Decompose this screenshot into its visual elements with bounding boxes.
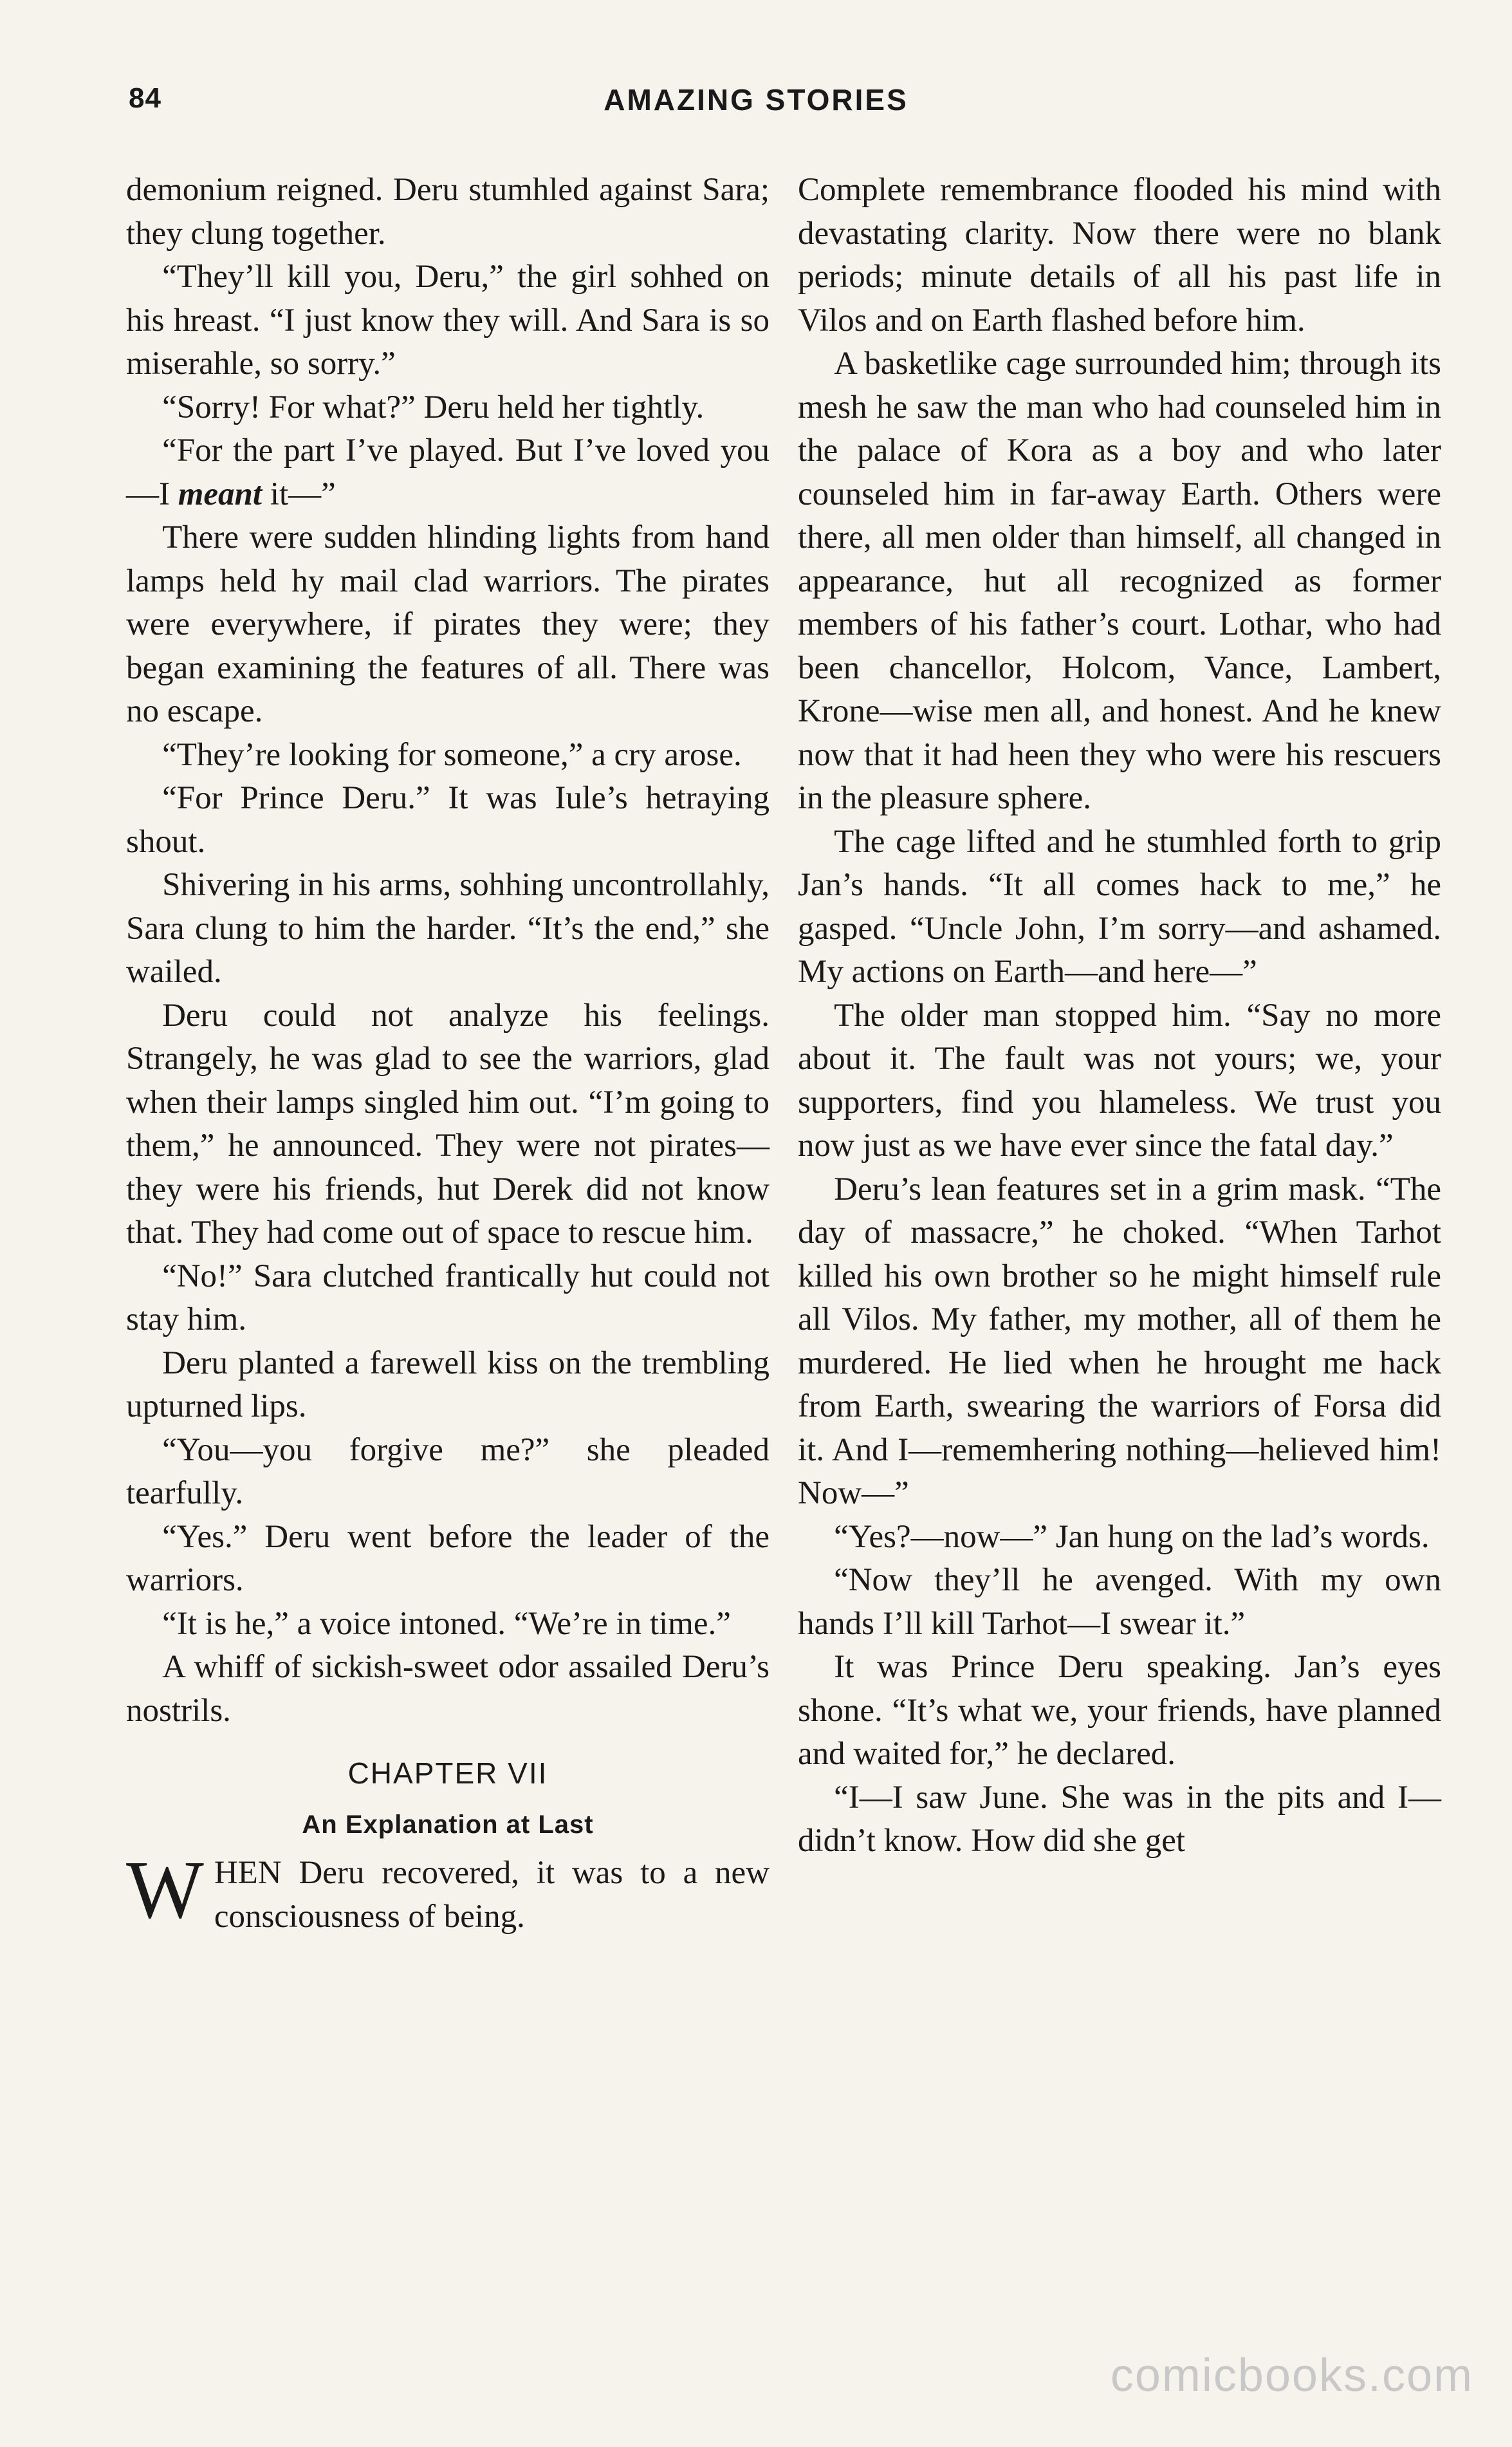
paragraph: “It is he,” a voice intoned. “We’re in time.”: [162, 1605, 731, 1642]
paragraph-text: it—”: [270, 476, 336, 512]
paragraph: Deru’s lean features set in a grim mask. “The day of massacre,” he choked. “When Tarhot killed his own brother so he might himself rule all Vilos. My father, my mother, all of them he murdered. He lied when he hrought me hack from Earth, swearing the warriors of Forsa did it. And I—rememhering nothing—helieved him! Now—”: [798, 1171, 1441, 1511]
paragraph: “No!” Sara clutched frantically hut could not stay him.: [126, 1258, 770, 1337]
paragraph: Shivering in his arms, sohhing uncontrollahly, Sara clung to him the harder. “It’s the end,” she wailed.: [126, 867, 770, 990]
paragraph: A whiff of sickish-sweet odor assailed Deru’s nostrils.: [126, 1649, 770, 1729]
paragraph-text: “For the part I’ve played. But I’ve loved you—I: [126, 433, 770, 512]
paragraph: “Sorry! For what?” Deru held her tightly.: [162, 389, 705, 425]
paragraph: There were sudden hlinding lights from hand lamps held hy mail clad warriors. The pirates were everywhere, if pirates they were; they began examining the features of all. There was no escape.: [126, 519, 770, 729]
paragraph: The older man stopped him. “Say no more about it. The fault was not yours; we, your supporters, find you hlameless. We trust you now just as we have ever since the fatal day.”: [798, 997, 1441, 1164]
watermark-logo: comicbooks.com: [1110, 2350, 1473, 2401]
chapter-title: CHAPTER VII: [347, 1756, 548, 1790]
emphasis-text: meant: [178, 476, 263, 512]
page-number: 84: [129, 82, 161, 114]
paragraph: “For Prince Deru.” It was Iule’s hetraying shout.: [126, 780, 770, 860]
paragraph: Complete remembrance flooded his mind with devastating clarity. Now there were no blank periods; minute details of all his past life in Vilos and on Earth flashed before him.: [798, 172, 1441, 339]
paragraph: “They’re looking for someone,” a cry arose.: [162, 736, 742, 773]
paragraph: “Yes.” Deru went before the leader of the warriors.: [126, 1518, 770, 1598]
right-column: [798, 169, 1441, 1863]
paragraph: “I—I saw June. She was in the pits and I—didn’t know. How did she get: [798, 1779, 1441, 1859]
paragraph: It was Prince Deru speaking. Jan’s eyes shone. “It’s what we, your friends, have planned and waited for,” he declared.: [798, 1649, 1441, 1772]
opening-smallcaps: HEN: [214, 1855, 282, 1891]
paragraph: Deru could not analyze his feelings. Strangely, he was glad to see the warriors, glad when their lamps singled him out. “I’m going to them,” he announced. They were not pirates—they were his friends, hut Derek did not know that. They had come out of space to rescue him.: [126, 997, 770, 1251]
chapter-subtitle: An Explanation at Last: [302, 1810, 594, 1839]
paragraph: Deru planted a farewell kiss on the trembling upturned lips.: [126, 1344, 770, 1424]
drop-cap: W: [126, 1844, 204, 1935]
paragraph: demonium reigned. Deru stumhled against Sara; they clung together.: [126, 172, 770, 252]
paragraph: The cage lifted and he stumhled forth to grip Jan’s hands. “It all comes hack to me,” he gasped. “Uncle John, I’m sorry—and ashamed. My actions on Earth—and here—”: [798, 823, 1441, 990]
paragraph: “They’ll kill you, Deru,” the girl sohhed on his hreast. “I just know they will. And Sara is so miserahle, so sorry.”: [126, 259, 770, 382]
page-header: [0, 82, 1512, 134]
chapter-opening-paragraph: [126, 1844, 770, 1939]
paragraph: “Now they’ll he avenged. With my own hands I’ll kill Tarhot—I swear it.”: [798, 1562, 1441, 1642]
paragraph: “Yes?—now—” Jan hung on the lad’s words.: [834, 1518, 1430, 1555]
left-column: [126, 169, 770, 1939]
paragraph: [126, 429, 770, 516]
paragraph: “You—you forgive me?” she pleaded tearfully.: [126, 1431, 770, 1511]
running-head: AMAZING STORIES: [604, 83, 908, 116]
opening-text: Deru recovered, it was to a new consciousness of being.: [214, 1855, 770, 1935]
paragraph: A basketlike cage surrounded him; through its mesh he saw the man who had counseled him in the palace of Kora as a boy and who later counseled him in far-away Earth. Others were there, all men older than himself, all changed in appearance, hut all recognized as former members of his father’s court. Lothar, who had been chancellor, Holcom, Vance, Lambert, Krone—wise men all, and honest. And he knew now that it had heen they who were his rescuers in the pleasure sphere.: [798, 346, 1441, 816]
